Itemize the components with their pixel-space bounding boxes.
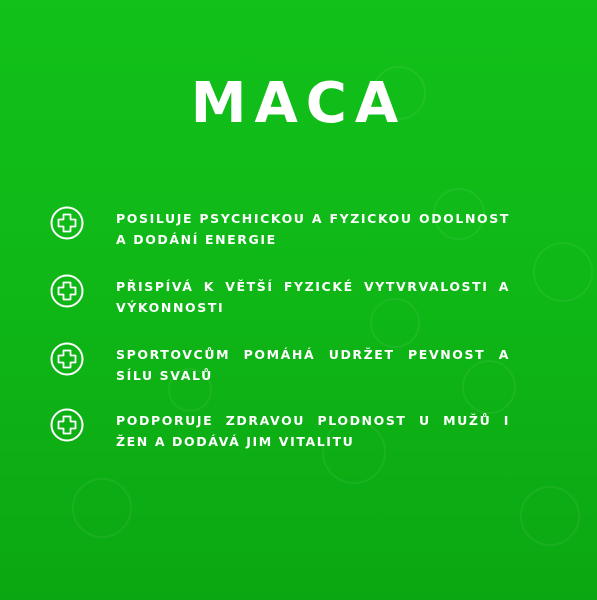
benefit-text: PŘISPÍVÁ K VĚTŠÍ FYZICKÉ VYTVRVALOSTI A VÝKONNOSTI <box>116 279 510 315</box>
plus-circle-icon <box>50 342 84 376</box>
list-item <box>50 406 520 449</box>
plus-circle-icon <box>50 408 84 442</box>
page-title: MACA <box>190 71 407 136</box>
benefit-text: PODPORUJE ZDRAVOU PLODNOST U MUŽŮ I ŽEN A DODÁVÁ JIM VITALITU <box>116 413 510 449</box>
watermark-circle-icon <box>520 486 580 546</box>
list-item <box>50 340 520 383</box>
watermark-circle-icon <box>72 478 132 538</box>
list-item <box>50 272 520 315</box>
plus-circle-icon <box>50 206 84 240</box>
list-item <box>50 204 520 247</box>
plus-circle-icon <box>50 274 84 308</box>
benefit-text: SPORTOVCŮM POMÁHÁ UDRŽET PEVNOST A SÍLU SVALŮ <box>116 347 510 383</box>
benefit-text: POSILUJE PSYCHICKOU A FYZICKOU ODOLNOST A DODÁNÍ ENERGIE <box>116 211 510 247</box>
watermark-circle-icon <box>533 242 593 302</box>
